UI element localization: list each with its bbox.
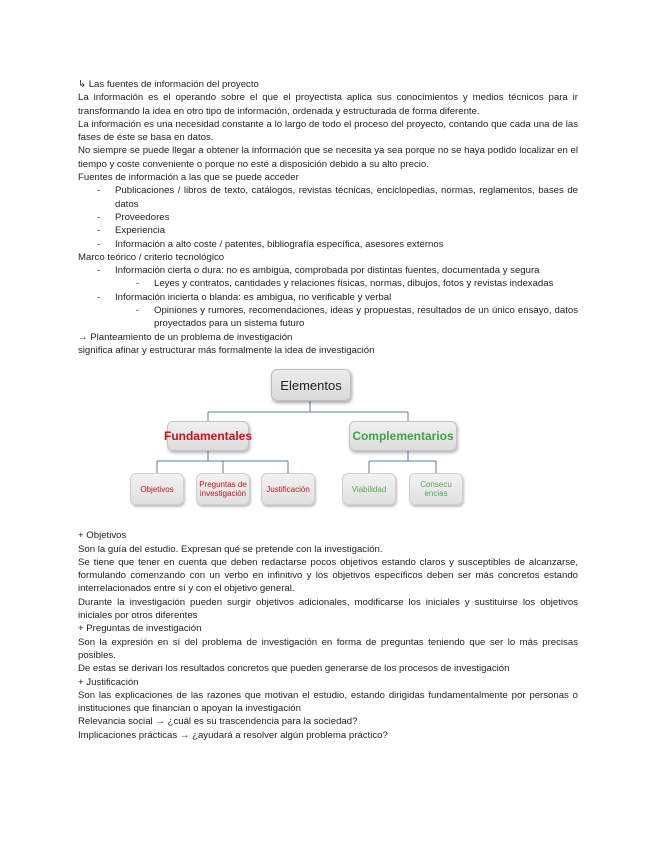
list-item: - Leyes y contratos, cantidades y relaciones físicas, normas, dibujos, fotos y revistas indexadas [78,277,578,290]
paragraph: Durante la investigación pueden surgir objetivos adicionales, modificarse los iniciales y sustituirse los objetivos iniciales por otros diferentes [78,596,578,622]
paragraph: La información es el operando sobre el que el proyectista aplica sus conocimientos y medios técnicos para ir transformando la idea en otro tipo de información, ordenada y estructurada de forma diferente. [78,92,578,117]
list-item: - Información cierta o dura: no es ambigua, comprobada por distintas fuentes, documentada y segura [78,264,578,277]
diagram-node-viabilidad: Viabilidad [342,473,396,505]
paragraph: Son la guía del estudio. Expresan qué se pretende con la investigación. [78,543,383,555]
list-item: - Opiniones y rumores, recomendaciones, ideas y propuestas, resultados de un único ensayo, datos proyectados para un sistema futuro [78,304,578,331]
marco-list [78,291,578,304]
paragraph: Relevancia social → ¿cuál es su trascendencia para la sociedad? [78,716,358,728]
list-item: - Publicaciones / libros de texto, catálogos, revistas técnicas, enciclopedias, normas, reglamentos, bases de datos [78,184,578,211]
diagram-node-complementarios: Complementarios [349,421,457,451]
sources-list [78,184,578,250]
diagram-node-root: Elementos [271,369,351,401]
section-heading-objetivos: + Objetivos [78,530,127,542]
diagram-node-objetivos: Objetivos [130,473,184,505]
diagram-node-fundamentales: Fundamentales [167,421,249,451]
marco-title: Marco teórico / criterio tecnológico [78,251,225,263]
diagram-node-justificacion: Justificación [261,473,315,505]
paragraph: La información es una necesidad constante a lo largo de todo el proceso del proyecto, contando que cada una de las fases de éste se basa en datos. [78,118,578,144]
paragraph: Implicaciones prácticas → ¿ayudará a resolver algún problema práctico? [78,729,388,741]
list-item: - Proveedores [78,211,578,224]
section-heading-fuentes: ↳ Las fuentes de información del proyecto [78,79,259,90]
diagram-node-consecuencias: Consecuencias [409,473,463,505]
paragraph: De estas se derivan los resultados concretos que pueden generarse de los procesos de investigación [78,663,510,675]
marco-sublist [78,277,578,290]
paragraph: No siempre se puede llegar a obtener la información que se necesita ya sea porque no se haya podido localizar en el tiempo y coste conveniente o porque no esté a disposición debido a su alto precio. [78,145,578,170]
document-page [78,78,578,742]
section-heading-justificacion: + Justificación [78,676,139,688]
section-heading-planteamiento: → Planteamiento de un problema de investigación [78,331,293,343]
elements-diagram [78,363,578,523]
list-item: - Experiencia [78,224,578,237]
list-item: - Información incierta o blanda: es ambigua, no verificable y verbal [78,291,578,304]
paragraph: Se tiene que tener en cuenta que deben redactarse pocos objetivos estando claros y susceptibles de alcanzarse, formulando comenzando con un verbo en infinitivo y los objetivos específicos deben ser más concretos estando interrelacionados entre sí y con el objetivo general. [78,556,578,595]
paragraph: Son las explicaciones de las razones que motivan el estudio, estando dirigidas fundamentalmente por personas o instituciones que financian o apoyan la investigación [78,689,578,715]
marco-sublist [78,304,578,331]
section-heading-preguntas: + Preguntas de investigación [78,623,202,635]
diagram-node-preguntas: Preguntas de investigación [196,473,250,505]
sources-title: Fuentes de información a las que se puede acceder [78,172,299,184]
marco-list [78,264,578,277]
paragraph: significa afinar y estructurar más formalmente la idea de investigación [78,344,375,356]
list-item: - Información a alto coste / patentes, bibliografía específica, asesores externos [78,238,578,251]
paragraph: Son la expresión en sí del problema de investigación en forma de preguntas teniendo que ser lo más precisas posibles. [78,636,578,661]
